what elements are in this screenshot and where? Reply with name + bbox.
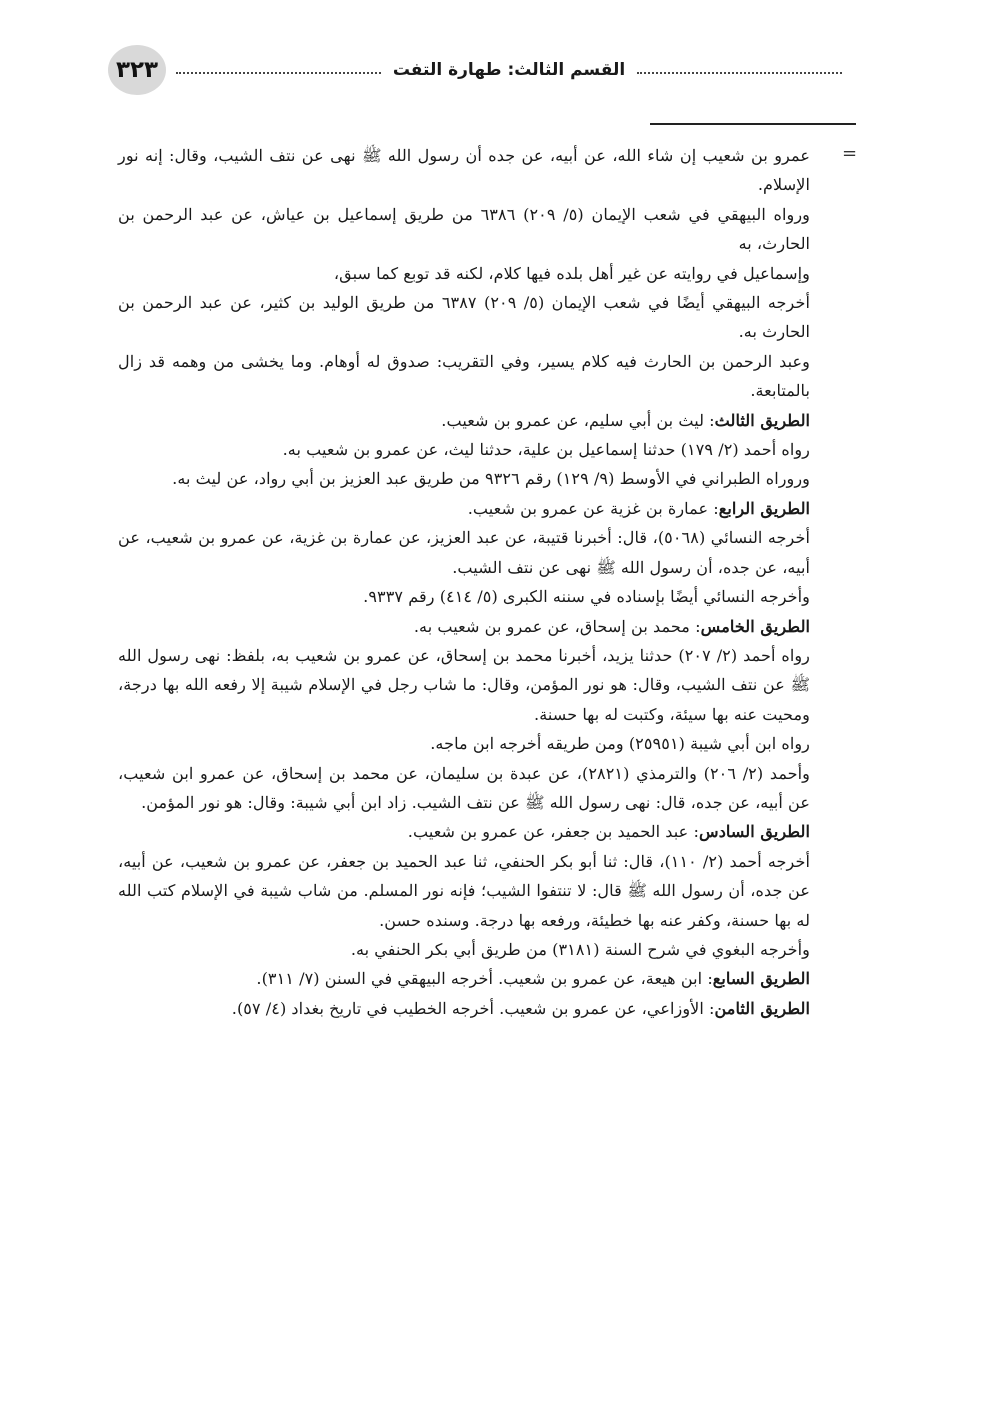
paragraph	[118, 347, 810, 406]
paragraph-text: أخرجه أحمد (٢/ ١١٠)، قال: ثنا أبو بكر الحنفي، ثنا عبد الحميد بن جعفر، عن عمرو بن شعيب، عن أبيه، عن جده، أن رسول الله ﷺ قال: لا تنتفوا الشيب؛ فإنه نور المسلم. من شاب شيبة في الإسلام كتب الله له بها حسنة، وكفر عنه بها خطيئة، ورفعه بها درجة. وسنده حسن.	[118, 851, 810, 930]
paragraph-text: وأخرجه البغوي في شرح السنة (٣١٨١) من طريق أبي بكر الحنفي به.	[350, 939, 810, 959]
paragraph	[118, 464, 810, 493]
paragraph	[118, 200, 810, 259]
paragraph-text: أخرجه النسائي (٥٠٦٨)، قال: أخبرنا قتيبة، عن عبد العزيز، عن عمارة بن غزية، عن عمرو بن شعيب، عن أبيه، عن جده، أن رسول الله ﷺ نهى عن نتف الشيب.	[118, 528, 810, 577]
paragraph	[118, 847, 810, 935]
paragraph	[118, 759, 810, 818]
paragraph-text: : عمارة بن غزية عن عمرو بن شعيب.	[467, 498, 719, 518]
paragraph-text: : عبد الحميد بن جعفر، عن عمرو بن شعيب.	[407, 822, 699, 842]
route-label: الطريق الثامن	[714, 998, 810, 1018]
paragraph	[118, 141, 810, 200]
header-dots-left	[176, 72, 381, 74]
paragraph	[118, 406, 810, 435]
paragraph-text: : محمد بن إسحاق، عن عمرو بن شعيب به.	[413, 616, 701, 636]
paragraph	[118, 935, 810, 964]
paragraph-text: وإسماعيل في روايته عن غير أهل بلده فيها كلام، لكنه قد توبع كما سبق،	[333, 263, 810, 283]
paragraph	[118, 612, 810, 641]
page-number: ٣٢٣	[108, 45, 166, 95]
route-label: الطريق الثالث	[714, 410, 810, 430]
header-title: القسم الثالث: طهارة التفت	[392, 60, 626, 80]
paragraph-text: ورواه البيهقي في شعب الإيمان (٥/ ٢٠٩) ٦٣٨٦ من طريق إسماعيل بن عياش، عن عبد الرحمن بن الحارث، به	[118, 204, 810, 254]
header-dots-right	[637, 72, 842, 74]
paragraph	[118, 523, 810, 582]
paragraph-text: رواه أحمد (٢/ ١٧٩) حدثنا إسماعيل بن علية، حدثنا ليث، عن عمرو بن شعيب به.	[282, 440, 810, 460]
footnote-continuation-mark: =	[842, 143, 858, 164]
paragraph-text: أخرجه البيهقي أيضًا في شعب الإيمان (٥/ ٢٠٩) ٦٣٨٧ من طريق الوليد بن كثير، عن عبد الرحمن بن الحارث به.	[118, 293, 810, 342]
paragraph	[118, 994, 810, 1023]
paragraph	[118, 435, 810, 464]
paragraph	[118, 259, 810, 288]
route-label: الطريق السابع	[712, 969, 810, 989]
paragraph-text: رواه ابن أبي شيبة (٢٥٩٥١) ومن طريقه أخرجه ابن ماجه.	[430, 734, 810, 754]
paragraph	[118, 817, 810, 846]
paragraph-text: : الأوزاعي، عن عمرو بن شعيب. أخرجه الخطيب في تاريخ بغداد (٤/ ٥٧).	[231, 998, 715, 1018]
paragraph	[118, 582, 810, 611]
paragraph	[118, 288, 810, 347]
paragraph-text: وعبد الرحمن بن الحارث فيه كلام يسير، وفي التقريب: صدوق له أوهام. وما يخشى من وهمه قد زال بالمتابعة.	[118, 351, 810, 401]
route-label: الطريق السادس	[698, 822, 810, 842]
route-label: الطريق الرابع	[718, 498, 810, 518]
paragraph-text: وروراه الطبراني في الأوسط (٩/ ١٢٩) رقم ٩٣٢٦ من طريق عبد العزيز بن أبي رواد، عن ليث به.	[172, 469, 810, 489]
paragraph-text: وأخرجه النسائي أيضًا بإسناده في سننه الكبرى (٥/ ٤١٤) رقم ٩٣٣٧.	[363, 587, 810, 607]
paragraph-text: : ابن هيعة، عن عمرو بن شعيب. أخرجه البيهقي في السنن (٧/ ٣١١).	[256, 969, 713, 989]
paragraph-text: وأحمد (٢/ ٢٠٦) والترمذي (٢٨٢١)، عن عبدة بن سليمان، عن محمد بن إسحاق، عن عمرو ابن شعيب، عن أبيه، عن جده، قال: نهى رسول الله ﷺ عن نتف الشيب. زاد ابن أبي شيبة: وقال: هو نور المؤمن.	[118, 763, 810, 812]
running-header	[176, 56, 842, 84]
paragraph-text: عمرو بن شعيب إن شاء الله، عن أبيه، عن جده أن رسول الله ﷺ نهى عن نتف الشيب، وقال: إنه نور الإسلام.	[118, 146, 810, 195]
paragraph	[118, 964, 810, 993]
paragraph-text: : ليث بن أبي سليم، عن عمرو بن شعيب.	[441, 410, 715, 430]
paragraph-text: رواه أحمد (٢/ ٢٠٧) حدثنا يزيد، أخبرنا محمد بن إسحاق، عن عمرو بن شعيب به، بلفظ: نهى رسول الله ﷺ عن نتف الشيب، وقال: هو نور المؤمن، وقال: ما شاب رجل في الإسلام شيبة إلا رفعه الله بها درجة، ومحيت عنه بها سيئة، وكتبت له بها حسنة.	[118, 645, 810, 724]
paragraph	[118, 641, 810, 729]
route-label: الطريق الخامس	[700, 616, 810, 636]
footnote-separator	[650, 123, 856, 125]
footnote-body	[118, 141, 810, 1023]
paragraph	[118, 729, 810, 758]
paragraph	[118, 494, 810, 523]
